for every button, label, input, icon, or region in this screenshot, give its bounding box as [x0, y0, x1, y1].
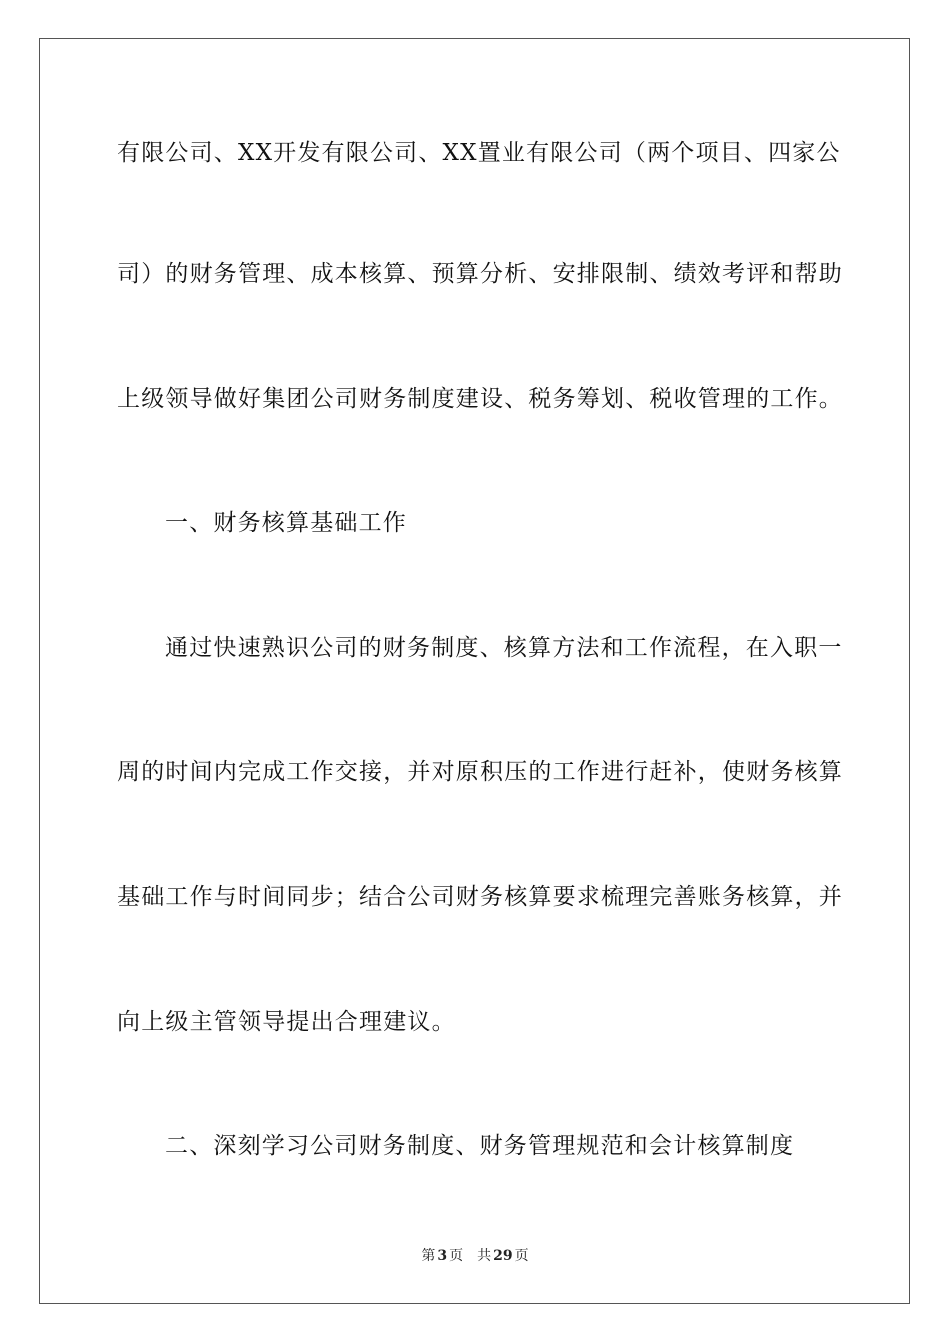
body-text-line: 向上级主管领导提出合理建议。 — [117, 1009, 456, 1035]
page-footer — [0, 1247, 950, 1265]
body-text-line: 有限公司、XX开发有限公司、XX置业有限公司（两个项目、四家公 — [117, 140, 841, 166]
footer-total-prefix: 共 — [477, 1248, 492, 1264]
footer-total-suffix: 页 — [514, 1248, 529, 1264]
section-heading-2: 二、深刻学习公司财务制度、财务管理规范和会计核算制度 — [165, 1133, 795, 1159]
body-text-line: 上级领导做好集团公司财务制度建设、税务筹划、税收管理的工作。 — [117, 386, 843, 412]
body-text-line: 通过快速熟识公司的财务制度、核算方法和工作流程，在入职一 — [165, 635, 843, 661]
total-pages-number: 29 — [493, 1248, 513, 1264]
footer-prefix: 第 — [421, 1248, 436, 1264]
page-border — [39, 38, 910, 1304]
body-text-line: 周的时间内完成工作交接，并对原积压的工作进行赶补，使财务核算 — [117, 759, 843, 785]
body-text-line: 基础工作与时间同步；结合公司财务核算要求梳理完善账务核算，并 — [117, 884, 843, 910]
body-text-line: 司）的财务管理、成本核算、预算分析、安排限制、绩效考评和帮助 — [117, 261, 843, 287]
current-page-number: 3 — [437, 1248, 448, 1264]
footer-page-suffix: 页 — [449, 1248, 464, 1264]
section-heading-1: 一、财务核算基础工作 — [165, 510, 407, 536]
